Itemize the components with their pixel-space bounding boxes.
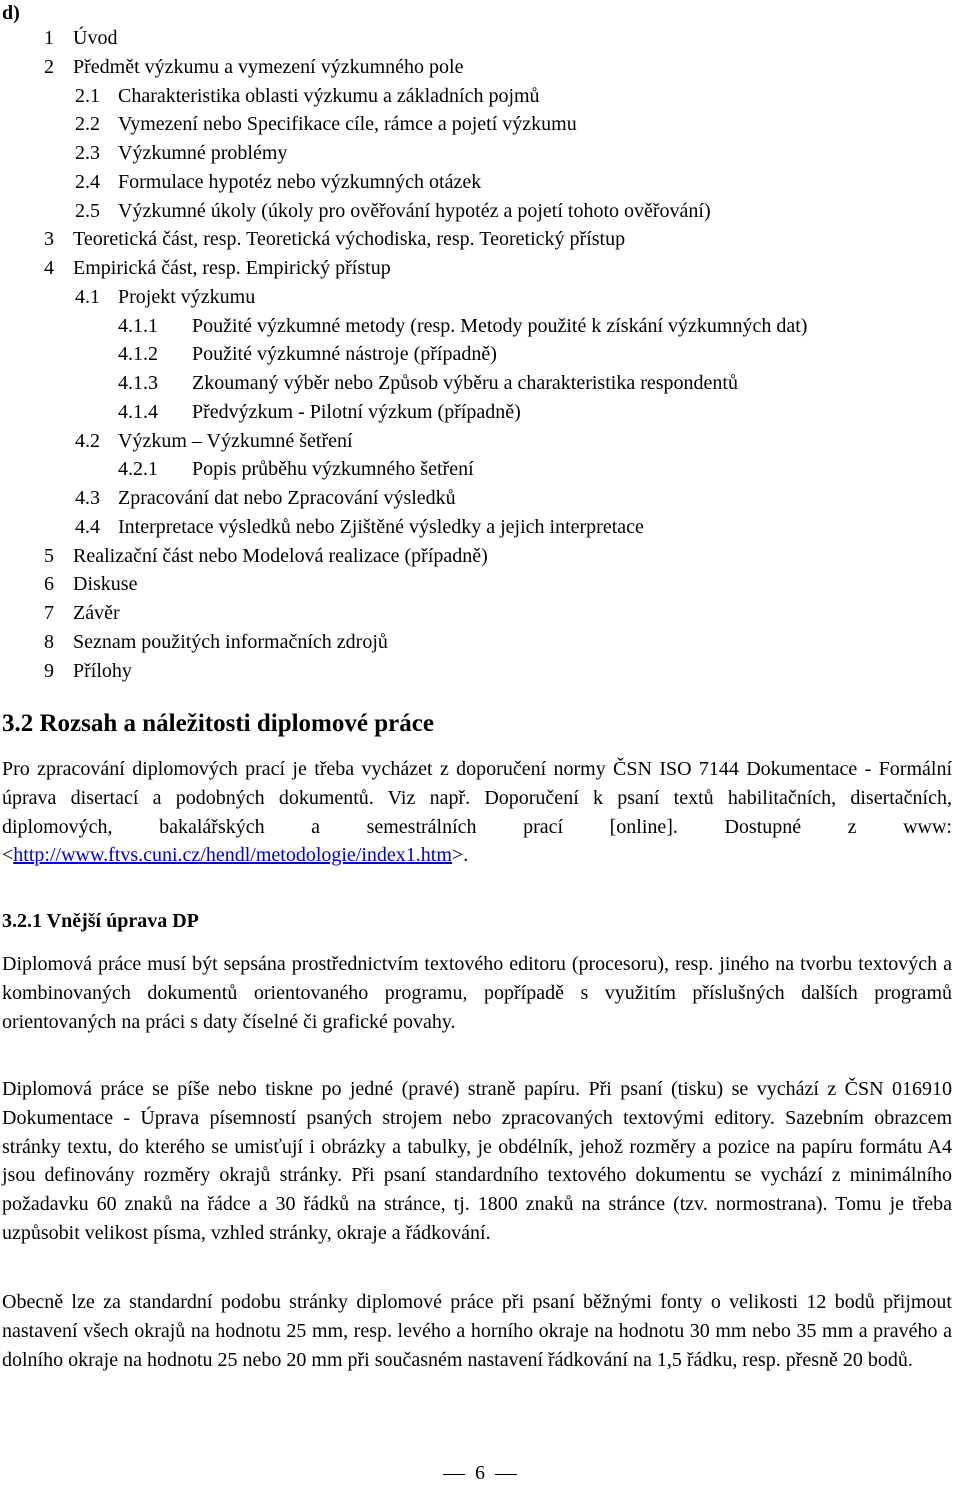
toc-item-number: 7 bbox=[44, 602, 54, 624]
toc-item-number: 4.1.4 bbox=[118, 400, 158, 423]
toc-item-number: 2.4 bbox=[75, 170, 100, 193]
toc-item bbox=[0, 599, 807, 628]
toc-item-number: 3 bbox=[44, 228, 54, 251]
toc-item-number: 4.2 bbox=[75, 429, 100, 452]
toc-item-title: Použité výzkumné metody (resp. Metody použité k získání výzkumných dat) bbox=[192, 314, 808, 337]
toc-item bbox=[0, 340, 807, 369]
toc-item-number: 4.3 bbox=[75, 487, 100, 509]
toc-item-number: 1 bbox=[44, 27, 54, 49]
paragraph: Obecně lze za standardní podobu stránky diplomové práce při psaní běžnými fonty o velikosti 12 bodů přijmout nastavení všech okrajů na hodnotu 25 mm, resp. levého a horního okraje na hodnotu 30 mm nebo 35 mm a pravého a dolního okraje na hodnotu 25 nebo 20 mm při současném nastavení řádkování na 1,5 řádku, resp. přesně 20 bodů. bbox=[2, 1291, 952, 1371]
toc-item-title: Popis průběhu výzkumného šetření bbox=[192, 458, 474, 481]
toc-item bbox=[0, 283, 807, 312]
toc-item bbox=[0, 542, 807, 571]
page-number-value: 6 bbox=[475, 1462, 485, 1484]
toc-item-title: Charakteristika oblasti výzkumu a základních pojmů bbox=[118, 84, 540, 107]
toc-item-number: 6 bbox=[44, 573, 54, 596]
toc-item-title: Výzkum – Výzkumné šetření bbox=[118, 429, 353, 452]
dash-right bbox=[495, 1474, 517, 1475]
section-heading: 3.2 Rozsah a náležitosti diplomové práce bbox=[2, 710, 434, 737]
toc-item-number: 2.1 bbox=[75, 84, 100, 107]
toc-item bbox=[0, 513, 807, 542]
toc-item-title: Projekt výzkumu bbox=[118, 285, 256, 308]
toc-item-title: Formulace hypotéz nebo výzkumných otázek bbox=[118, 170, 482, 193]
toc-item-number: 8 bbox=[44, 630, 54, 653]
toc-item bbox=[0, 455, 807, 484]
toc-item bbox=[0, 53, 807, 82]
toc-item bbox=[0, 427, 807, 456]
section-label: d) bbox=[2, 2, 20, 24]
toc-item-title: Seznam použitých informačních zdrojů bbox=[73, 630, 388, 653]
toc-item bbox=[0, 570, 807, 599]
toc-item-number: 2.5 bbox=[75, 199, 100, 222]
toc-item-number: 9 bbox=[44, 659, 54, 682]
toc-item bbox=[0, 197, 807, 226]
toc-item-title: Předvýzkum - Pilotní výzkum (případně) bbox=[192, 400, 521, 423]
toc-item-title: Teoretická část, resp. Teoretická východiska, resp. Teoretický přístup bbox=[73, 228, 626, 251]
toc-item-title: Závěr bbox=[73, 602, 120, 624]
section-paragraph bbox=[2, 755, 952, 870]
toc-item bbox=[0, 225, 807, 254]
toc-item-number: 4.1.1 bbox=[118, 314, 158, 337]
toc-item-title: Výzkumné problémy bbox=[118, 142, 288, 164]
toc-item-title: Diskuse bbox=[73, 573, 138, 596]
toc-item-title: Empirická část, resp. Empirický přístup bbox=[73, 257, 391, 279]
reference-link[interactable]: http://www.ftvs.cuni.cz/hendl/metodologie/index1.htm bbox=[13, 844, 452, 867]
table-of-contents bbox=[0, 24, 807, 685]
toc-item-title: Zkoumaný výběr nebo Způsob výběru a charakteristika respondentů bbox=[192, 372, 738, 394]
toc-item-title: Předmět výzkumu a vymezení výzkumného pole bbox=[73, 55, 464, 78]
toc-item bbox=[0, 110, 807, 139]
toc-item-number: 5 bbox=[44, 544, 54, 567]
toc-item-title: Realizační část nebo Modelová realizace (případně) bbox=[73, 544, 488, 567]
toc-item bbox=[0, 24, 807, 53]
toc-item-title: Úvod bbox=[73, 27, 118, 49]
toc-item-title: Přílohy bbox=[73, 659, 132, 682]
subsection-heading: 3.2.1 Vnější úprava DP bbox=[2, 910, 199, 932]
page-number bbox=[0, 1462, 960, 1485]
toc-item-title: Interpretace výsledků nebo Zjištěné výsledky a jejich interpretace bbox=[118, 515, 644, 538]
toc-item bbox=[0, 398, 807, 427]
toc-item bbox=[0, 139, 807, 168]
toc-item bbox=[0, 484, 807, 513]
toc-item bbox=[0, 369, 807, 398]
toc-item-title: Použité výzkumné nástroje (případně) bbox=[192, 343, 497, 366]
toc-item-number: 2.2 bbox=[75, 113, 100, 136]
toc-item-number: 2 bbox=[44, 55, 54, 78]
dash-left bbox=[443, 1474, 465, 1475]
toc-item-title: Vymezení nebo Specifikace cíle, rámce a pojetí výzkumu bbox=[118, 113, 577, 136]
toc-item bbox=[0, 168, 807, 197]
toc-item-title: Zpracování dat nebo Zpracování výsledků bbox=[118, 487, 456, 509]
paragraph: Diplomová práce se píše nebo tiskne po jedné (pravé) straně papíru. Při psaní (tisku) se vychází z ČSN 016910 Dokumentace - Úprava písemností psaných strojem nebo zpracovaných textovými editory. Sazebním obrazcem stránky textu, do kterého se umisťují i obrázky a tabulky, je obdélník, jehož rozměry a pozice na papíru formátu A4 jsou definovány rozměry okrajů stránky. Při psaní standardního textového dokumentu se vychází z minimálního požadavku 60 znaků na řádce a 30 řádků na stránce, tj. 1800 znaků na stránce (tzv. normostrana). Tomu je třeba uzpůsobit velikost písma, vzhled stránky, okraje a řádkování. bbox=[2, 1078, 952, 1244]
toc-item-number: 4.1.3 bbox=[118, 372, 158, 394]
toc-item-number: 4 bbox=[44, 257, 54, 279]
toc-item bbox=[0, 82, 807, 111]
section-paragraph-text: Pro zpracování diplomových prací je třeba vycházet z doporučení normy ČSN ISO 7144 Dokumentace - Formální úprava disertací a podobných dokumentů. Viz např. Doporučení k psaní textů habilitačních, disertačních, diplomových, bakalářských a semestrálních prací [online]. Dostupné z www: < bbox=[2, 758, 952, 867]
section-paragraph-end: >. bbox=[451, 844, 469, 867]
toc-item-title: Výzkumné úkoly (úkoly pro ověřování hypotéz a pojetí tohoto ověřování) bbox=[118, 199, 711, 222]
toc-item-number: 4.1.2 bbox=[118, 343, 158, 366]
toc-item-number: 4.2.1 bbox=[118, 458, 158, 481]
toc-item-number: 4.4 bbox=[75, 515, 100, 538]
toc-item bbox=[0, 628, 807, 657]
toc-item-number: 2.3 bbox=[75, 142, 100, 164]
toc-item bbox=[0, 254, 807, 283]
toc-item-number: 4.1 bbox=[75, 285, 100, 308]
paragraph: Diplomová práce musí být sepsána prostřednictvím textového editoru (procesoru), resp. jiného na tvorbu textových a kombinovaných dokumentů orientovaného programu, popřípadě s využitím příslušných dalších programů orientovaných na práci s daty číselné či grafické povahy. bbox=[2, 953, 952, 1033]
toc-item bbox=[0, 657, 807, 686]
toc-item bbox=[0, 312, 807, 341]
